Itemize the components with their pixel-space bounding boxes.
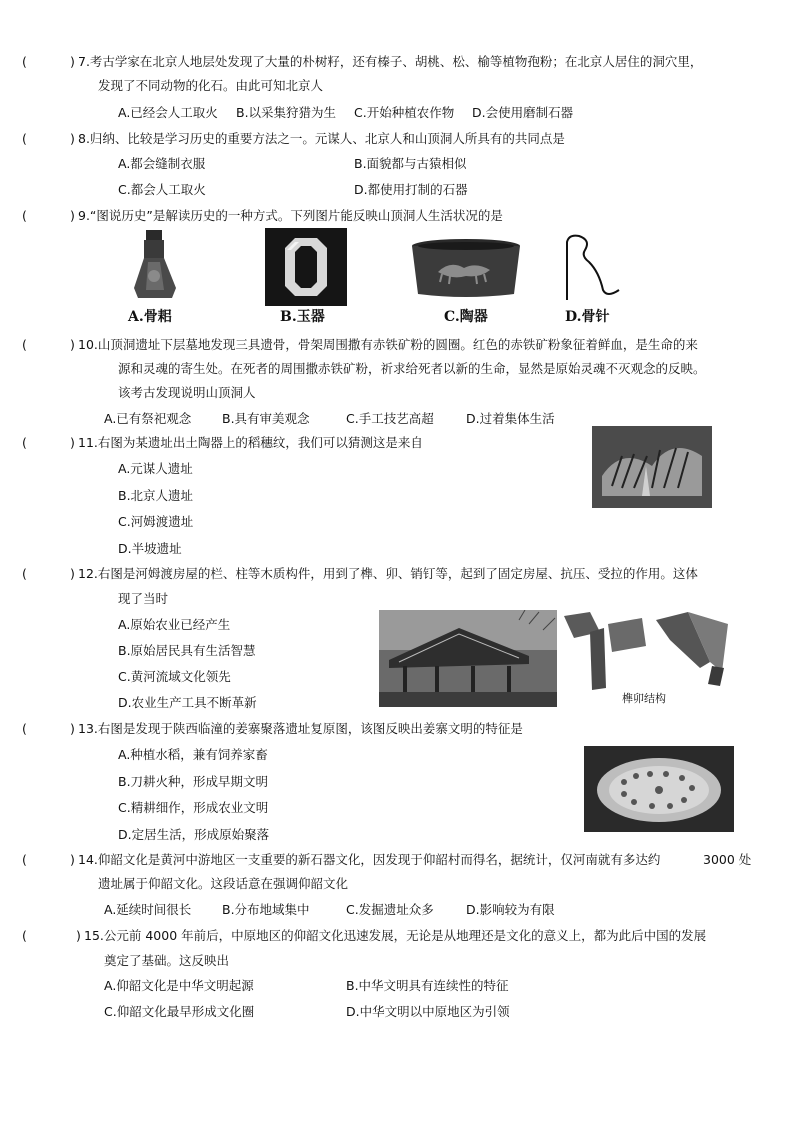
q7-paren-close: ): [70, 54, 75, 69]
q11-stem-line1: 11.右图为某遗址出土陶器上的稻穗纹，我们可以猜测这是来自: [78, 435, 423, 450]
q12-paren-close: ): [70, 566, 75, 581]
q11-option-b[interactable]: B.北京人遗址: [118, 488, 194, 503]
q15-paren-open: (: [22, 928, 27, 943]
q10-stem-line1: 10.山顶洞遗址下层墓地发现三具遗骨，骨架周围撒有赤铁矿粉的圆圈。红色的赤铁矿粉象征着鲜血，是生命的来: [78, 337, 698, 352]
q8-paren-open: (: [22, 131, 27, 146]
q9-caption-c: C.陶器: [444, 309, 488, 325]
q12-option-b[interactable]: B.原始居民具有生活智慧: [118, 643, 256, 658]
q14-option-d[interactable]: D.影响较为有限: [466, 902, 555, 917]
bone-spade-image: [130, 228, 180, 300]
jiangzhai-settlement-image: [584, 746, 734, 832]
hemudu-house-image: [379, 610, 557, 707]
q14-option-b[interactable]: B.分布地域集中: [222, 902, 310, 917]
q13-paren-close: ): [70, 721, 75, 736]
q10-stem-line3: 该考古发现说明山顶洞人: [118, 385, 256, 400]
q15-option-b[interactable]: B.中华文明具有连续性的特征: [346, 978, 509, 993]
q14-option-c[interactable]: C.发掘遗址众多: [346, 902, 434, 917]
q11-option-a[interactable]: A.元谋人遗址: [118, 461, 193, 476]
q12-stem-line2: 现了当时: [118, 591, 169, 606]
q9-paren-close: ): [70, 208, 75, 223]
tenon-mortise-caption: 榫卯结构: [622, 692, 666, 705]
tenon-mortise-image: [560, 610, 732, 692]
q7-stem-line1: 7.考古学家在北京人地层处发现了大量的朴树籽，还有榛子、胡桃、松、榆等植物孢粉；在北京人居住的洞穴里，: [78, 54, 703, 69]
q10-option-b[interactable]: B.具有审美观念: [222, 411, 310, 426]
q10-option-d[interactable]: D.过着集体生活: [466, 411, 555, 426]
q10-paren-close: ): [70, 337, 75, 352]
q9-paren-open: (: [22, 208, 27, 223]
q15-stem-line2: 奠定了基础。这反映出: [104, 953, 230, 968]
q15-option-c[interactable]: C.仰韶文化最早形成文化圈: [104, 1004, 255, 1019]
q7-stem-line2: 发现了不同动物的化石。由此可知北京人: [98, 78, 324, 93]
q11-option-c[interactable]: C.河姆渡遗址: [118, 514, 194, 529]
q14-stem-line2: 遗址属于仰韶文化。这段话意在强调仰韶文化: [98, 876, 349, 891]
q10-option-c[interactable]: C.手工技艺高超: [346, 411, 434, 426]
q8-paren-close: ): [70, 131, 75, 146]
jade-image: [265, 228, 347, 306]
q13-paren-open: (: [22, 721, 27, 736]
q12-stem-line1: 12.右图是河姆渡房屋的栏、柱等木质构件，用到了榫、卯、销钉等，起到了固定房屋、抗压、受拉的作用。这体: [78, 566, 698, 581]
q13-option-a[interactable]: A.种植水稻，兼有饲养家畜: [118, 747, 268, 762]
q14-paren-open: (: [22, 852, 27, 867]
q12-paren-open: (: [22, 566, 27, 581]
q11-paren-close: ): [70, 435, 75, 450]
q7-option-d[interactable]: D.会使用磨制石器: [472, 105, 574, 120]
q14-stem-line1: 14.仰韶文化是黄河中游地区一支重要的新石器文化，因发现于仰韶村而得名，据统计，仅河南就有多达约: [78, 852, 661, 867]
q8-option-a[interactable]: A.都会缝制衣服: [118, 156, 206, 171]
q12-option-c[interactable]: C.黄河流域文化领先: [118, 669, 231, 684]
q13-option-c[interactable]: C.精耕细作，形成农业文明: [118, 800, 269, 815]
q10-stem-line2: 源和灵魂的寄生处。在死者的周围撒赤铁矿粉，祈求给死者以新的生命，显然是原始灵魂不灭观念的反映。: [118, 361, 706, 376]
q10-option-a[interactable]: A.已有祭祀观念: [104, 411, 192, 426]
bone-needle-image: [555, 232, 625, 302]
q9-stem-line1: 9.“图说历史”是解读历史的一种方式。下列图片能反映山顶洞人生活状况的是: [78, 208, 503, 223]
q15-stem-line1: 15.公元前 4000 年前后，中原地区的仰韶文化迅速发展，无论是从地理还是文化的意义上，都为此后中国的发展: [84, 928, 707, 943]
q9-caption-d: D.骨针: [565, 309, 610, 325]
q10-paren-open: (: [22, 337, 27, 352]
q14-stem-count: 3000 处: [703, 852, 752, 867]
q15-option-d[interactable]: D.中华文明以中原地区为引领: [346, 1004, 510, 1019]
pottery-image: [410, 238, 522, 300]
q14-option-a[interactable]: A.延续时间很长: [104, 902, 192, 917]
q11-paren-open: (: [22, 435, 27, 450]
q8-option-d[interactable]: D.都使用打制的石器: [354, 182, 468, 197]
q7-option-b[interactable]: B.以采集狩猎为生: [236, 105, 337, 120]
rice-pattern-image: [592, 426, 712, 508]
q8-stem-line1: 8.归纳、比较是学习历史的重要方法之一。元谋人、北京人和山顶洞人所具有的共同点是: [78, 131, 565, 146]
q12-option-a[interactable]: A.原始农业已经产生: [118, 617, 231, 632]
q12-option-d[interactable]: D.农业生产工具不断革新: [118, 695, 257, 710]
q7-option-c[interactable]: C.开始种植农作物: [354, 105, 455, 120]
q15-paren-close: ): [76, 928, 81, 943]
q13-stem-line1: 13.右图是发现于陕西临潼的姜寨聚落遗址复原图，该图反映出姜寨文明的特征是: [78, 721, 523, 736]
q11-option-d[interactable]: D.半坡遗址: [118, 541, 182, 556]
q13-option-b[interactable]: B.刀耕火种，形成早期文明: [118, 774, 269, 789]
q14-paren-close: ): [70, 852, 75, 867]
q9-caption-b: B.玉器: [280, 309, 325, 325]
q13-option-d[interactable]: D.定居生活，形成原始聚落: [118, 827, 270, 842]
q8-option-b[interactable]: B.面貌都与古猿相似: [354, 156, 467, 171]
q7-option-a[interactable]: A.已经会人工取火: [118, 105, 218, 120]
q9-caption-a: A.骨耜: [128, 309, 172, 325]
q15-option-a[interactable]: A.仰韶文化是中华文明起源: [104, 978, 254, 993]
q7-paren-open: (: [22, 54, 27, 69]
q8-option-c[interactable]: C.都会人工取火: [118, 182, 206, 197]
